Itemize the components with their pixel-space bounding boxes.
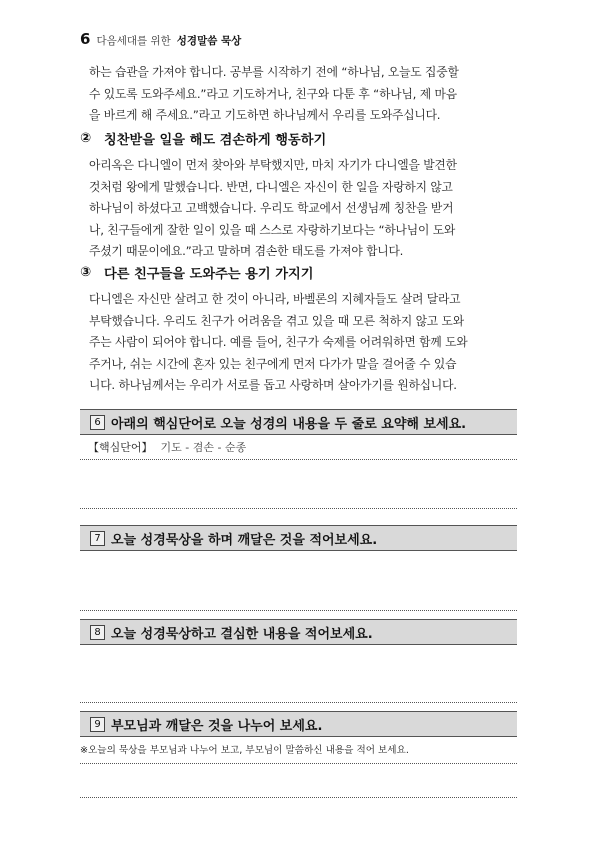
header-title: 성경말씀 묵상: [176, 35, 242, 47]
section-number: ③: [80, 265, 92, 280]
paragraph-line: 하는 습관을 가져야 합니다. 공부를 시작하기 전에 “하나님, 오늘도 집중할: [89, 65, 459, 79]
keywords-value: 기도 - 겸손 - 순종: [160, 441, 247, 454]
paragraph-line: 주셨기 때문이에요.”라고 말하며 겸손한 태도를 가져야 합니다.: [89, 244, 404, 258]
section-title: 칭찬받을 일을 해도 겸손하게 행동하기: [104, 133, 327, 148]
intro-paragraph: [89, 62, 519, 127]
question-text: 아래의 핵심단어로 오늘 성경의 내용을 두 줄로 요약해 보세요.: [111, 416, 467, 432]
instruction-note: ※오늘의 묵상을 부모님과 나누어 보고, 부모님이 말씀하신 내용을 적어 보세요.: [80, 745, 409, 756]
paragraph-line: 하나님이 하셨다고 고백했습니다. 우리도 학교에서 선생님께 칭찬을 받거: [89, 201, 454, 215]
paragraph-line: 아리옥은 다니엘이 먼저 찾아와 부탁했지만, 마치 자기가 다니엘을 발견한: [89, 158, 457, 172]
answer-line[interactable]: [80, 702, 517, 703]
paragraph-line: 주거나, 쉬는 시간에 혼자 있는 친구에게 먼저 다가가 말을 걸어줄 수 있습: [89, 356, 457, 371]
keywords-label: 【핵심단어】: [88, 441, 153, 454]
paragraph-line: 니다. 하나님께서는 우리가 서로를 돕고 사랑하며 살아가기를 원하십니다.: [89, 378, 457, 392]
question-box-9: [80, 711, 517, 737]
question-number: 7: [90, 531, 105, 546]
question-box-6: [80, 409, 517, 435]
question-number: 8: [90, 625, 105, 640]
section-number: ②: [80, 131, 92, 146]
answer-line[interactable]: [80, 797, 517, 798]
paragraph-line: 나, 친구들에게 잘한 일이 있을 때 스스로 자랑하기보다는 “하나님이 도와: [89, 222, 456, 237]
header-subtitle: 다음세대를 위한: [96, 35, 171, 47]
answer-line[interactable]: [80, 508, 517, 509]
answer-line[interactable]: [80, 459, 517, 460]
answer-line[interactable]: [80, 610, 517, 611]
section-paragraph-3: [89, 289, 519, 397]
question-number: 6: [90, 415, 105, 430]
answer-line[interactable]: [80, 763, 517, 764]
paragraph-line: 을 바르게 해 주세요.”라고 기도하면 하나님께서 우리를 도와주십니다.: [89, 108, 441, 122]
keywords-line: [88, 439, 246, 455]
question-number: 9: [90, 717, 105, 732]
question-text: 부모님과 깨달은 것을 나누어 보세요.: [111, 718, 323, 734]
section-title: 다른 친구들을 도와주는 용기 가지기: [104, 267, 314, 282]
paragraph-line: 것처럼 왕에게 말했습니다. 반면, 다니엘은 자신이 한 일을 자랑하지 않고: [89, 179, 453, 194]
paragraph-line: 다니엘은 자신만 살려고 한 것이 아니라, 바벨론의 지혜자들도 살려 달라고: [89, 292, 461, 306]
paragraph-line: 부탁했습니다. 우리도 친구가 어려움을 겪고 있을 때 모른 척하지 않고 도와: [89, 313, 464, 328]
question-text: 오늘 성경묵상하고 결심한 내용을 적어보세요.: [111, 626, 373, 642]
page-number: 6: [80, 30, 91, 48]
paragraph-line: 주는 사람이 되어야 합니다. 예를 들어, 친구가 숙제를 어려워하면 함께 도와: [89, 335, 468, 349]
section-paragraph-2: [89, 155, 519, 263]
page-header: [80, 30, 520, 48]
question-box-8: [80, 619, 517, 645]
question-box-7: [80, 525, 517, 551]
section-heading-3: [80, 263, 520, 282]
paragraph-line: 수 있도록 도와주세요.”라고 기도하거나, 친구와 다툰 후 “하나님, 제 마음: [89, 86, 457, 101]
question-text: 오늘 성경묵상을 하며 깨달은 것을 적어보세요.: [111, 532, 378, 548]
section-heading-2: [80, 129, 520, 148]
